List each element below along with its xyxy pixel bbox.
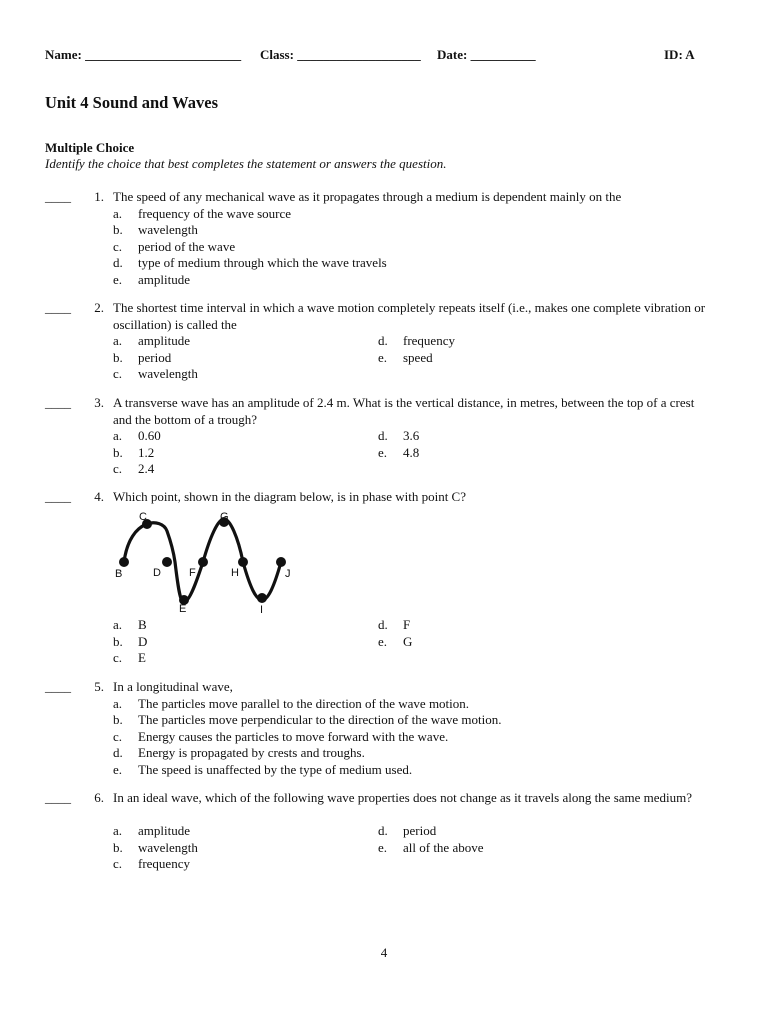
- question-stem: In an ideal wave, which of the following wave properties does not change as it travels along the same medium?: [113, 790, 693, 805]
- option-letter: c.: [113, 856, 123, 871]
- answer-blank: ____: [45, 489, 71, 504]
- option-letter: d.: [378, 428, 388, 443]
- option-letter: e.: [378, 839, 388, 855]
- option-b: [113, 634, 147, 651]
- option-text: E: [138, 650, 146, 665]
- option-text: type of medium through which the wave travels: [138, 255, 387, 270]
- option-letter: e.: [378, 444, 388, 460]
- option-b: [113, 445, 154, 462]
- section-title: Multiple Choice: [45, 140, 135, 155]
- point-f-dot: [198, 557, 208, 567]
- option-letter: b.: [113, 444, 123, 460]
- option-d: [378, 617, 410, 634]
- option-text: period of the wave: [138, 238, 236, 254]
- option-d: [113, 745, 365, 762]
- label-h: H: [231, 567, 239, 579]
- option-text: wavelength: [138, 366, 198, 381]
- option-letter: a.: [113, 205, 123, 221]
- option-e: [378, 840, 484, 857]
- answer-blank: ____: [45, 300, 71, 315]
- option-letter: a.: [113, 428, 123, 443]
- label-b: B: [115, 568, 123, 580]
- name-field: Name: ________________________: [45, 47, 242, 62]
- option-text: amplitude: [138, 823, 190, 838]
- answer-blank: ____: [45, 395, 71, 410]
- option-text: 2.4: [138, 461, 155, 476]
- option-text: The particles move perpendicular to the direction of the wave motion.: [138, 712, 502, 727]
- label-j: J: [285, 568, 291, 580]
- label-g: G: [220, 511, 229, 523]
- option-letter: d.: [378, 333, 388, 348]
- option-text: period: [403, 823, 437, 838]
- option-letter: c.: [113, 650, 123, 665]
- question-stem: In a longitudinal wave,: [113, 679, 233, 694]
- option-text: 4.8: [403, 444, 420, 460]
- label-e: E: [179, 603, 187, 615]
- option-c: [113, 239, 235, 256]
- option-e: [378, 634, 412, 651]
- option-c: [113, 461, 154, 478]
- option-letter: c.: [113, 461, 123, 476]
- point-h-dot: [238, 557, 248, 567]
- point-i-dot: [257, 593, 267, 603]
- wave-diagram: [110, 507, 310, 617]
- option-text: 3.6: [403, 428, 420, 443]
- option-text: 0.60: [138, 428, 161, 443]
- option-text: The speed is unaffected by the type of medium used.: [138, 761, 413, 777]
- question-stem: A transverse wave has an amplitude of 2.4 m. What is the vertical distance, in metres, between the top of a crest and the bottom of a trough?: [113, 395, 695, 427]
- option-e: [378, 445, 419, 462]
- option-e: [113, 762, 412, 779]
- option-d: [378, 333, 455, 350]
- option-e: [113, 272, 190, 289]
- option-c: [113, 650, 146, 667]
- option-letter: c.: [113, 366, 123, 381]
- option-text: G: [403, 633, 413, 649]
- answer-blank: ____: [45, 189, 71, 204]
- option-c: [113, 856, 190, 873]
- option-text: speed: [403, 349, 433, 365]
- option-text: frequency of the wave source: [138, 205, 292, 221]
- label-d: D: [153, 567, 161, 579]
- option-d: [113, 255, 387, 272]
- option-text: period: [138, 349, 172, 365]
- label-c: C: [139, 511, 147, 523]
- option-letter: e.: [378, 633, 388, 649]
- option-letter: a.: [113, 695, 123, 711]
- option-letter: d.: [113, 255, 123, 270]
- option-b: [113, 222, 198, 239]
- option-text: D: [138, 633, 148, 649]
- label-f: F: [189, 567, 196, 579]
- option-text: all of the above: [403, 839, 484, 855]
- option-d: [378, 428, 419, 445]
- option-letter: d.: [378, 823, 388, 838]
- question-number: 4.: [94, 489, 104, 504]
- option-a: [113, 823, 190, 840]
- option-letter: a.: [113, 617, 123, 632]
- question-stem: Which point, shown in the diagram below, is in phase with point C?: [113, 489, 466, 504]
- option-b: [113, 350, 171, 367]
- option-text: frequency: [138, 856, 190, 871]
- option-c: [113, 366, 198, 383]
- option-text: wavelength: [138, 839, 198, 855]
- label-i: I: [260, 604, 264, 616]
- option-letter: c.: [113, 238, 123, 254]
- option-letter: e.: [113, 271, 123, 287]
- option-letter: a.: [113, 823, 123, 838]
- option-letter: b.: [113, 349, 123, 365]
- question-number: 3.: [94, 395, 104, 410]
- unit-title: Unit 4 Sound and Waves: [45, 93, 219, 112]
- answer-blank: ____: [45, 790, 71, 805]
- option-e: [378, 350, 433, 367]
- option-text: 1.2: [138, 444, 155, 460]
- option-a: [113, 428, 161, 445]
- class-field: Class: ___________________: [260, 47, 421, 62]
- option-letter: e.: [378, 349, 388, 365]
- option-text: Energy causes the particles to move forward with the wave.: [138, 728, 449, 744]
- question-number: 2.: [94, 300, 104, 315]
- question-stem: The speed of any mechanical wave as it propagates through a medium is dependent mainly on the: [113, 189, 622, 204]
- option-letter: b.: [113, 839, 123, 855]
- question-number: 6.: [94, 790, 104, 805]
- question-number: 1.: [94, 189, 104, 204]
- option-letter: b.: [113, 712, 123, 727]
- student-info-header: [45, 47, 705, 65]
- option-a: [113, 333, 190, 350]
- option-text: amplitude: [138, 271, 190, 287]
- instructions: Identify the choice that best completes the statement or answers the question.: [45, 156, 447, 171]
- point-j-dot: [276, 557, 286, 567]
- option-text: F: [403, 617, 411, 632]
- page-number: 4: [380, 945, 388, 960]
- date-field: Date: __________: [437, 47, 536, 62]
- question-number: 5.: [94, 679, 104, 694]
- option-c: [113, 729, 448, 746]
- option-b: [113, 712, 502, 729]
- answer-blank: ____: [45, 679, 71, 694]
- option-text: amplitude: [138, 333, 190, 348]
- option-a: [113, 696, 469, 713]
- option-d: [378, 823, 436, 840]
- option-letter: e.: [113, 761, 123, 777]
- option-letter: d.: [113, 745, 123, 760]
- option-letter: a.: [113, 333, 123, 348]
- question-stem: The shortest time interval in which a wave motion completely repeats itself (i.e., makes one complete vibration or oscillation) is called the: [113, 300, 706, 332]
- option-text: Energy is propagated by crests and troughs.: [138, 745, 365, 760]
- test-id: ID: A: [664, 47, 695, 62]
- option-letter: b.: [113, 633, 123, 649]
- option-a: [113, 206, 291, 223]
- point-d-dot: [162, 557, 172, 567]
- option-letter: d.: [378, 617, 388, 632]
- point-b-dot: [119, 557, 129, 567]
- option-text: B: [138, 617, 147, 632]
- option-letter: b.: [113, 222, 123, 237]
- option-text: frequency: [403, 333, 455, 348]
- option-text: The particles move parallel to the direction of the wave motion.: [138, 695, 470, 711]
- option-a: [113, 617, 147, 634]
- option-text: wavelength: [138, 222, 198, 237]
- option-letter: c.: [113, 728, 123, 744]
- option-b: [113, 840, 198, 857]
